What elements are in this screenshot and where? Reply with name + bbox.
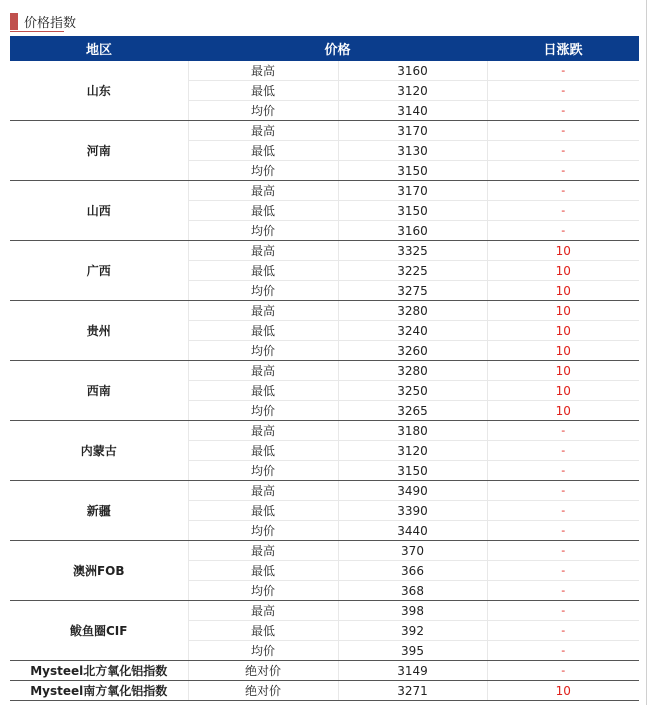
daily-change-cell: - (487, 61, 639, 81)
price-type-cell: 绝对价 (188, 681, 338, 701)
price-value-cell: 395 (338, 641, 487, 661)
price-type-cell: 均价 (188, 101, 338, 121)
daily-change-cell: - (487, 161, 639, 181)
table-row (10, 241, 639, 261)
price-value-cell: 3180 (338, 421, 487, 441)
table-row (10, 601, 639, 621)
price-type-cell: 均价 (188, 401, 338, 421)
price-type-cell: 最高 (188, 361, 338, 381)
daily-change-cell: - (487, 541, 639, 561)
price-value-cell: 3280 (338, 361, 487, 381)
price-value-cell: 366 (338, 561, 487, 581)
daily-change-cell: 10 (487, 381, 639, 401)
price-value-cell: 3225 (338, 261, 487, 281)
table-row (10, 681, 639, 701)
daily-change-cell: 10 (487, 341, 639, 361)
price-value-cell: 3271 (338, 681, 487, 701)
price-type-cell: 最低 (188, 201, 338, 221)
table-row (10, 121, 639, 141)
price-type-cell: 均价 (188, 581, 338, 601)
price-type-cell: 最高 (188, 601, 338, 621)
table-row (10, 481, 639, 501)
region-cell: 广西 (10, 241, 188, 301)
price-type-cell: 最低 (188, 141, 338, 161)
region-cell: 河南 (10, 121, 188, 181)
price-value-cell: 3260 (338, 341, 487, 361)
price-value-cell: 3150 (338, 461, 487, 481)
daily-change-cell: 10 (487, 681, 639, 701)
table-row (10, 661, 639, 681)
table-row (10, 541, 639, 561)
price-value-cell: 3120 (338, 441, 487, 461)
daily-change-cell: - (487, 601, 639, 621)
price-value-cell: 3130 (338, 141, 487, 161)
price-type-cell: 均价 (188, 461, 338, 481)
daily-change-cell: - (487, 581, 639, 601)
price-value-cell: 3150 (338, 161, 487, 181)
price-value-cell: 3149 (338, 661, 487, 681)
daily-change-cell: 10 (487, 401, 639, 421)
price-value-cell: 3440 (338, 521, 487, 541)
price-value-cell: 368 (338, 581, 487, 601)
price-type-cell: 均价 (188, 521, 338, 541)
section-title: 价格指数 (24, 16, 77, 31)
table-row (10, 301, 639, 321)
price-value-cell: 3265 (338, 401, 487, 421)
price-type-cell: 均价 (188, 161, 338, 181)
header-daily-change: 日涨跌 (487, 36, 639, 61)
price-type-cell: 最高 (188, 301, 338, 321)
price-type-cell: 最高 (188, 61, 338, 81)
daily-change-cell: - (487, 661, 639, 681)
daily-change-cell: 10 (487, 241, 639, 261)
region-cell: 鲅鱼圈CIF (10, 601, 188, 661)
daily-change-cell: - (487, 81, 639, 101)
price-type-cell: 最低 (188, 381, 338, 401)
price-value-cell: 3170 (338, 181, 487, 201)
table-header-row (10, 36, 639, 61)
section-header (10, 10, 210, 34)
header-price: 价格 (188, 36, 487, 61)
daily-change-cell: - (487, 621, 639, 641)
region-cell: 内蒙古 (10, 421, 188, 481)
daily-change-cell: - (487, 561, 639, 581)
daily-change-cell: - (487, 641, 639, 661)
region-cell: 贵州 (10, 301, 188, 361)
price-type-cell: 最低 (188, 501, 338, 521)
price-type-cell: 均价 (188, 341, 338, 361)
region-cell: Mysteel南方氧化铝指数 (10, 681, 188, 701)
region-cell: Mysteel北方氧化铝指数 (10, 661, 188, 681)
price-type-cell: 最高 (188, 421, 338, 441)
title-underline (10, 31, 64, 32)
daily-change-cell: - (487, 101, 639, 121)
price-type-cell: 绝对价 (188, 661, 338, 681)
table-row (10, 181, 639, 201)
price-type-cell: 最低 (188, 621, 338, 641)
price-type-cell: 最低 (188, 81, 338, 101)
region-cell: 山西 (10, 181, 188, 241)
price-value-cell: 3120 (338, 81, 487, 101)
table-body (10, 61, 639, 701)
price-index-table (10, 36, 639, 701)
header-region: 地区 (10, 36, 188, 61)
daily-change-cell: 10 (487, 361, 639, 381)
price-type-cell: 最高 (188, 481, 338, 501)
price-value-cell: 3325 (338, 241, 487, 261)
daily-change-cell: - (487, 481, 639, 501)
price-type-cell: 均价 (188, 221, 338, 241)
price-value-cell: 3160 (338, 221, 487, 241)
price-value-cell: 3490 (338, 481, 487, 501)
daily-change-cell: - (487, 421, 639, 441)
price-value-cell: 3250 (338, 381, 487, 401)
page-edge-divider (646, 0, 647, 705)
table-row (10, 361, 639, 381)
title-marker-icon (10, 13, 18, 30)
price-value-cell: 392 (338, 621, 487, 641)
price-value-cell: 370 (338, 541, 487, 561)
price-type-cell: 最低 (188, 261, 338, 281)
price-value-cell: 3160 (338, 61, 487, 81)
daily-change-cell: - (487, 141, 639, 161)
daily-change-cell: - (487, 221, 639, 241)
price-value-cell: 3150 (338, 201, 487, 221)
region-cell: 西南 (10, 361, 188, 421)
region-cell: 澳洲FOB (10, 541, 188, 601)
daily-change-cell: 10 (487, 281, 639, 301)
region-cell: 山东 (10, 61, 188, 121)
price-value-cell: 3390 (338, 501, 487, 521)
daily-change-cell: - (487, 181, 639, 201)
price-type-cell: 最低 (188, 561, 338, 581)
price-value-cell: 3280 (338, 301, 487, 321)
daily-change-cell: 10 (487, 301, 639, 321)
daily-change-cell: 10 (487, 261, 639, 281)
price-type-cell: 最高 (188, 121, 338, 141)
daily-change-cell: - (487, 201, 639, 221)
price-value-cell: 398 (338, 601, 487, 621)
price-type-cell: 最高 (188, 541, 338, 561)
daily-change-cell: - (487, 521, 639, 541)
daily-change-cell: 10 (487, 321, 639, 341)
price-type-cell: 均价 (188, 281, 338, 301)
price-value-cell: 3140 (338, 101, 487, 121)
price-value-cell: 3275 (338, 281, 487, 301)
price-type-cell: 最高 (188, 241, 338, 261)
price-type-cell: 最低 (188, 441, 338, 461)
daily-change-cell: - (487, 501, 639, 521)
daily-change-cell: - (487, 121, 639, 141)
region-cell: 新疆 (10, 481, 188, 541)
daily-change-cell: - (487, 461, 639, 481)
price-value-cell: 3170 (338, 121, 487, 141)
price-value-cell: 3240 (338, 321, 487, 341)
price-type-cell: 均价 (188, 641, 338, 661)
price-type-cell: 最高 (188, 181, 338, 201)
table-row (10, 61, 639, 81)
price-type-cell: 最低 (188, 321, 338, 341)
table-row (10, 421, 639, 441)
daily-change-cell: - (487, 441, 639, 461)
